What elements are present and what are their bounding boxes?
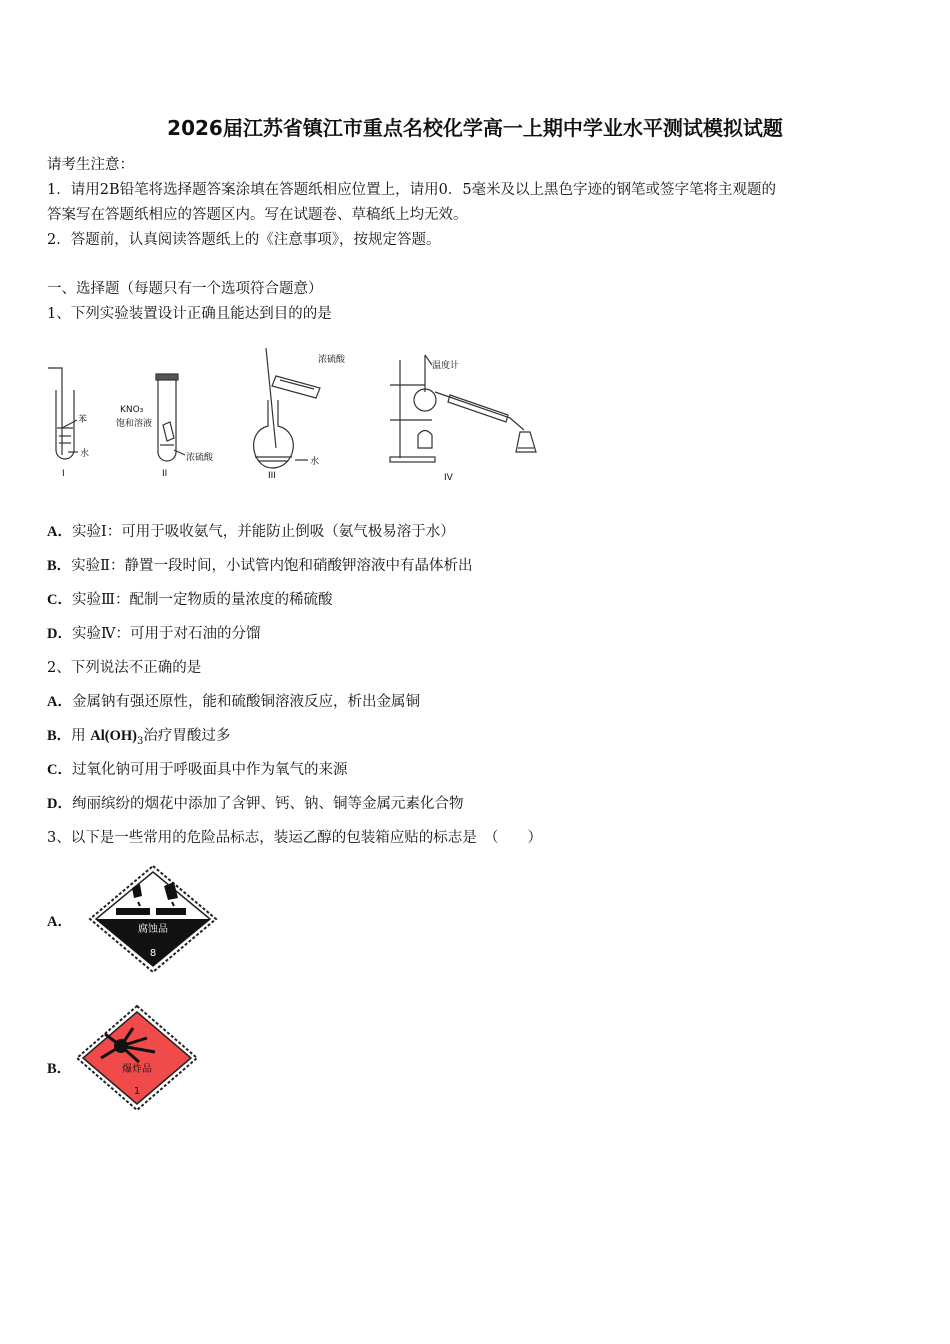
label-water-1: 水 (80, 449, 90, 459)
corrosive-sign-icon (88, 864, 218, 974)
label-conc-h2so4-2: 浓硫酸 (186, 453, 214, 463)
label-roman-1: I (62, 469, 65, 479)
notice-item2: 2．答题前，认真阅读答题纸上的《注意事项》，按规定答题。 (47, 232, 441, 248)
label-saturated: 饱和溶液 (116, 419, 153, 429)
label-kno3: KNO₃ (120, 405, 144, 415)
corrosive-sign-number: 8 (149, 948, 157, 959)
label-thermometer: 温度计 (432, 361, 460, 371)
q1-stem: 1、下列实验装置设计正确且能达到目的的是 (47, 306, 332, 322)
q1-option-d[interactable]: D．实验Ⅳ：可用于对石油的分馏 (47, 626, 261, 642)
apparatus-3 (254, 348, 320, 468)
q3-option-a[interactable]: A． (47, 914, 72, 930)
label-roman-2: II (162, 469, 168, 479)
explosive-sign-icon (75, 1004, 199, 1112)
apparatus-1 (48, 368, 78, 459)
label-roman-4: IV (444, 473, 453, 483)
explosive-sign-text: 爆炸品 (122, 1064, 152, 1075)
q2-option-d[interactable]: D．绚丽缤纷的烟花中添加了含钾、钙、钠、铜等金属元素化合物 (47, 796, 464, 812)
q1-option-b[interactable]: B．实验Ⅱ：静置一段时间，小试管内饱和硝酸钾溶液中有晶体析出 (47, 558, 473, 574)
notice-item1-line1: 1．请用2B铅笔将选择题答案涂填在答题纸相应位置上，请用0．5毫米及以上黑色字迹的钢笔或签字笔将主观题的 (47, 182, 777, 198)
apparatus-2 (156, 374, 185, 461)
q1-option-c[interactable]: C．实验Ⅲ：配制一定物质的量浓度的稀硫酸 (47, 592, 333, 608)
notice-heading: 请考生注意： (47, 157, 134, 173)
notice-item1-line2: 答案写在答题纸相应的答题区内。写在试题卷、草稿纸上均无效。 (47, 207, 468, 223)
label-conc-h2so4-3: 浓硫酸 (318, 355, 346, 365)
q1-apparatus-figure (40, 340, 560, 490)
q2-option-c[interactable]: C．过氧化钠可用于呼吸面具中作为氧气的来源 (47, 762, 348, 778)
label-benzene: 苯 (78, 415, 88, 425)
label-roman-3: III (268, 471, 276, 481)
section-heading: 一、选择题（每题只有一个选项符合题意） (47, 281, 323, 297)
page-title: 2026届江苏省镇江市重点名校化学高一上期中学业水平测试模拟试题 (167, 116, 783, 140)
q1-option-a[interactable]: A．实验Ⅰ：可用于吸收氨气，并能防止倒吸（氨气极易溶于水） (47, 524, 455, 540)
q3-option-b[interactable]: B． (47, 1061, 72, 1077)
q3-stem: 3、以下是一些常用的危险品标志，装运乙醇的包装箱应贴的标志是 （ ） (47, 830, 542, 846)
q2-stem: 2、下列说法不正确的是 (47, 660, 202, 676)
label-water-3: 水 (310, 457, 320, 467)
q2-option-b[interactable]: B．用 $Al(OH)_3$治疗胃酸过多 (47, 728, 231, 747)
corrosive-sign-text: 腐蚀品 (138, 924, 168, 935)
q2-option-a[interactable]: A．金属钠有强还原性，能和硫酸铜溶液反应，析出金属铜 (47, 694, 420, 710)
apparatus-4 (390, 355, 536, 462)
explosive-sign-number: 1 (133, 1086, 141, 1097)
